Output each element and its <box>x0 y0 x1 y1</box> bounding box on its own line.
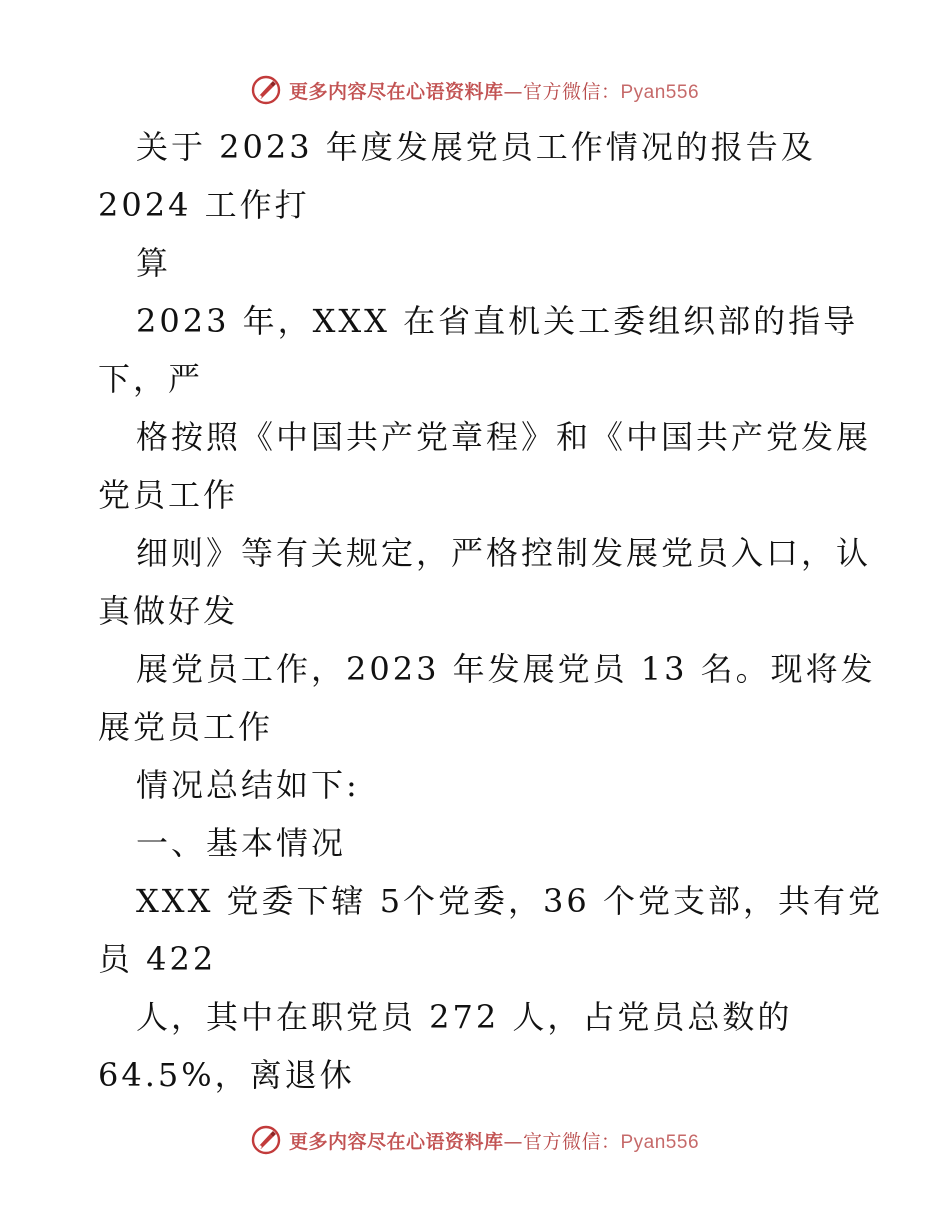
text-line: 格按照《中国共产党章程》和《中国共产党发展 <box>136 418 872 456</box>
watermark-middle: 官方微信： <box>522 1130 621 1153</box>
text-line: 人，其中在职党员 272 人，占党员总数的 <box>136 998 793 1036</box>
text-line: 真做好发 <box>98 592 239 630</box>
text-line: 展党员工作 <box>98 708 274 746</box>
watermark-prefix: 更多内容尽在心语资料库 <box>288 80 504 103</box>
text-line: 一、基本情况 <box>136 824 347 862</box>
watermark-dash: — <box>503 1130 523 1153</box>
watermark-text <box>289 1127 699 1154</box>
document-body <box>98 118 883 1104</box>
text-line: 细则》等有关规定，严格控制发展党员入口，认 <box>136 534 872 572</box>
watermark-handle: Pyan556 <box>620 81 700 103</box>
watermark-middle: 官方微信： <box>522 80 621 103</box>
text-line: 64.5%，离退休 <box>98 1056 355 1094</box>
text-line: 2024 工作打 <box>98 186 310 224</box>
text-line: 关于 2023 年度发展党员工作情况的报告及 <box>136 128 816 166</box>
watermark-handle: Pyan556 <box>620 1131 700 1153</box>
pen-logo-icon <box>251 75 281 105</box>
watermark-prefix: 更多内容尽在心语资料库 <box>288 1130 504 1153</box>
pen-logo-icon <box>251 1125 281 1155</box>
watermark-text <box>289 77 699 104</box>
text-line: 2023 年，XXX 在省直机关工委组织部的指导 <box>136 302 859 340</box>
text-line: 党员工作 <box>98 476 239 514</box>
text-line: XXX 党委下辖 5个党委，36 个党支部，共有党 <box>136 882 883 920</box>
text-line: 下，严 <box>98 360 204 398</box>
text-line: 算 <box>136 244 172 282</box>
watermark-dash: — <box>503 80 523 103</box>
text-line: 员 422 <box>98 940 217 978</box>
text-line: 展党员工作，2023 年发展党员 13 名。现将发 <box>136 650 876 688</box>
watermark-header <box>0 70 950 110</box>
watermark-footer <box>0 1120 950 1160</box>
text-line: 情况总结如下: <box>136 766 360 804</box>
